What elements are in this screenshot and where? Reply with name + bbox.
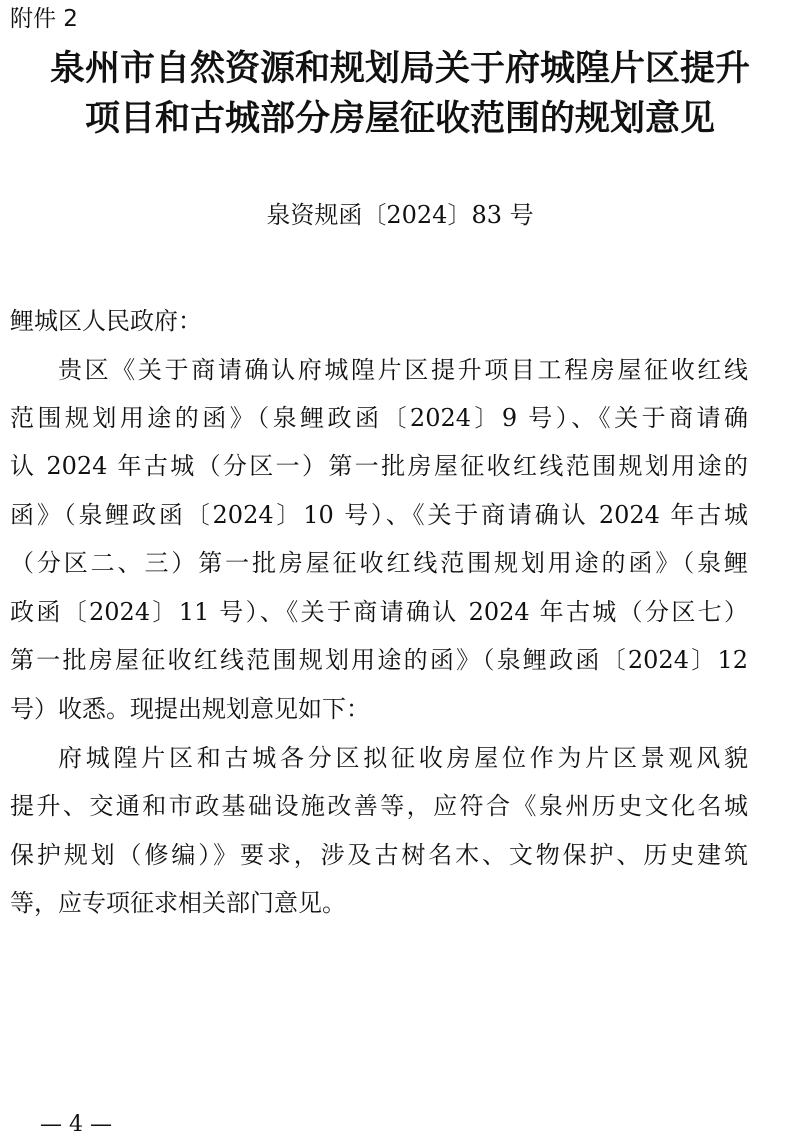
paragraph-2-line: 府城隍片区和古城各分区拟征收房屋位作为片区景观风貌 (58, 744, 748, 772)
document-title-line-1: 泉州市自然资源和规划局关于府城隍片区提升 (49, 49, 750, 89)
paragraph-1-line: 第一批房屋征收红线范围规划用途的函》（泉鲤政函〔2024〕12 (10, 646, 748, 674)
paragraph-1-line: 政函〔2024〕11 号）、《关于商请确认 2024 年古城（分区七） (10, 598, 748, 626)
paragraph-1-line: 贵区《关于商请确认府城隍片区提升项目工程房屋征收红线 (58, 356, 748, 384)
paragraph-2-line: 等，应专项征求相关部门意见。 (10, 889, 346, 917)
document-title-line-2: 项目和古城部分房屋征收范围的规划意见 (84, 99, 715, 139)
paragraph-1-line: 认 2024 年古城（分区一）第一批房屋征收红线范围规划用途的 (10, 452, 748, 480)
addressee: 鲤城区人民政府： (10, 307, 202, 335)
paragraph-1-line: 范围规划用途的函》（泉鲤政函〔2024〕9 号）、《关于商请确 (10, 404, 748, 432)
paragraph-2-line: 保护规划（修编）》要求，涉及古树名木、文物保护、历史建筑 (10, 841, 748, 869)
paragraph-1-line: （分区二、三）第一批房屋征收红线范围规划用途的函》（泉鲤 (10, 549, 748, 577)
document-number: 泉资规函〔2024〕83 号 (266, 201, 534, 229)
attachment-label: 附件 2 (10, 6, 78, 32)
paragraph-1-line: 号）收悉。现提出规划意见如下： (10, 695, 370, 723)
paragraph-1-line: 函》（泉鲤政函〔2024〕10 号）、《关于商请确认 2024 年古城 (10, 501, 748, 529)
paragraph-2-line: 提升、交通和市政基础设施改善等，应符合《泉州历史文化名城 (10, 792, 748, 820)
page-number: — 4 — (40, 1112, 112, 1137)
